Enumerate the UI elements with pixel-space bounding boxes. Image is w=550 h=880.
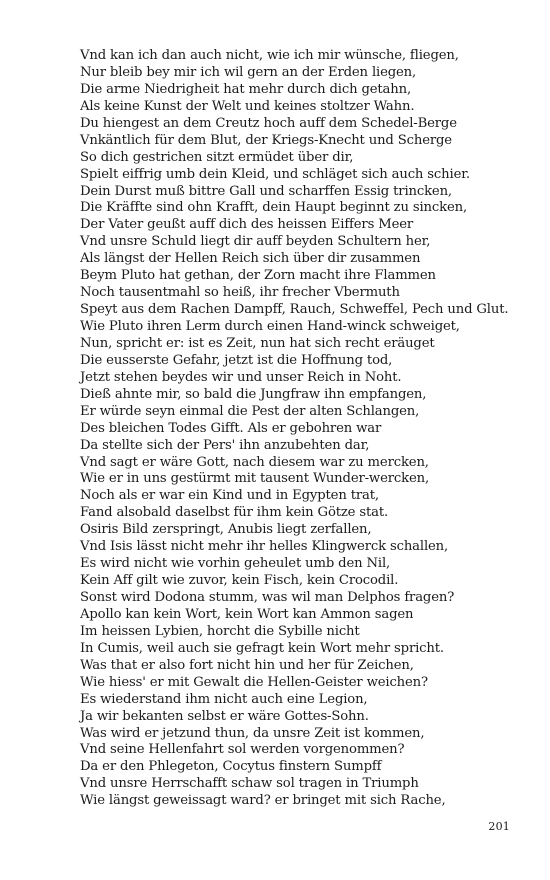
poem-line: Nur bleib bey mir ich wil gern an der Erden liegen,: [80, 64, 417, 80]
poem-line: Osiris Bild zerspringt, Anubis liegt zerfallen,: [80, 522, 372, 538]
poem-line: Vnd sagt er wäre Gott, nach diesem war zu mercken,: [80, 454, 429, 470]
poem-line: Vnd unsre Herrschafft schaw sol tragen in Triumph: [80, 776, 419, 792]
poem-line: Die arme Niedrigheit hat mehr durch dich getahn,: [80, 81, 412, 97]
poem-line: Wie längst geweissagt ward? er bringet mit sich Rache,: [80, 793, 446, 809]
poem-line: Wie hiess' er mit Gewalt die Hellen-Geister weichen?: [80, 674, 428, 690]
poem-line: Es wiederstand ihm nicht auch eine Legion,: [80, 691, 368, 707]
poem-line: Ja wir bekanten selbst er wäre Gottes-Sohn.: [80, 708, 369, 724]
poem-line: So dich gestrichen sitzt ermüdet über dir,: [80, 149, 354, 165]
poem-line: Als längst der Hellen Reich sich über dir zusammen: [80, 251, 421, 267]
poem-line: Wie er in uns gestürmt mit tausent Wunder-wercken,: [80, 471, 429, 487]
poem-line: Noch als er war ein Kind und in Egypten trat,: [80, 488, 379, 504]
poem-line: Dein Durst muß bittre Gall und scharffen Essig trincken,: [80, 183, 452, 199]
poem-line: Noch tausentmahl so heiß, ihr frecher Vbermuth: [80, 285, 400, 301]
poem-line: Da stellte sich der Pers' ihn anzubehten dar,: [80, 437, 370, 453]
poem-line: Was wird er jetzund thun, da unsre Zeit ist kommen,: [80, 725, 425, 741]
poem-line: Kein Aff gilt wie zuvor, kein Fisch, kein Crocodil.: [80, 573, 399, 589]
poem-text: [80, 48, 520, 810]
poem-line: In Cumis, weil auch sie gefragt kein Wort mehr spricht.: [80, 640, 444, 656]
poem-line: Jetzt stehen beydes wir und unser Reich in Noht.: [80, 369, 402, 385]
poem-line: Vnd unsre Schuld liegt dir auff beyden Schultern her,: [80, 234, 431, 250]
poem-line: Vnd Isis lässt nicht mehr ihr helles Klingwerck schallen,: [80, 539, 449, 555]
poem-line: Beym Pluto hat gethan, der Zorn macht ihre Flammen: [80, 268, 436, 284]
poem-line: Dieß ahnte mir, so bald die Jungfraw ihn empfangen,: [80, 386, 427, 402]
poem-line: Als keine Kunst der Welt und keines stoltzer Wahn.: [80, 98, 415, 114]
poem-line: Er würde seyn einmal die Pest der alten Schlangen,: [80, 403, 420, 419]
poem-line: Sonst wird Dodona stumm, was wil man Delphos fragen?: [80, 590, 455, 605]
poem-line: Nun, spricht er: ist es Zeit, nun hat sich recht eräuget: [80, 335, 435, 351]
poem-line: Wie Pluto ihren Lerm durch einen Hand-winck schweiget,: [80, 319, 460, 334]
poem-line: Die Kräffte sind ohn Krafft, dein Haupt beginnt zu sincken,: [80, 200, 468, 216]
page-number: 201: [488, 820, 510, 833]
poem-line: Apollo kan kein Wort, kein Wort kan Ammon sagen: [80, 606, 414, 622]
poem-line: Der Vater geußt auff dich des heissen Eiffers Meer: [80, 217, 414, 233]
poem-line: Vnkäntlich für dem Blut, der Kriegs-Knecht und Scherge: [80, 132, 452, 148]
poem-line: Fand alsobald daselbst für ihm kein Götze stat.: [80, 505, 389, 521]
poem-line: Vnd seine Hellenfahrt sol werden vorgenommen?: [80, 742, 405, 758]
poem-line: Die eusserste Gefahr, jetzt ist die Hoffnung tod,: [80, 352, 393, 368]
poem-line: Im heissen Lybien, horcht die Sybille nicht: [80, 623, 360, 639]
poem-line: Da er den Phlegeton, Cocytus finstern Sumpff: [80, 759, 382, 775]
poem-line: Des bleichen Todes Gifft. Als er gebohren war: [80, 420, 382, 436]
poem-line: Du hiengest an dem Creutz hoch auff dem Schedel-Berge: [80, 115, 457, 131]
poem-line: Spielt eiffrig umb dein Kleid, und schläget sich auch schier.: [80, 166, 470, 182]
poem-line: Speyt aus dem Rachen Dampff, Rauch, Schweffel, Pech und Glut.: [80, 302, 509, 318]
poem-line: Es wird nicht wie vorhin geheulet umb den Nil,: [80, 556, 391, 572]
poem-line: Was that er also fort nicht hin und her für Zeichen,: [80, 657, 414, 673]
poem-line: Vnd kan ich dan auch nicht, wie ich mir wünsche, fliegen,: [80, 48, 459, 63]
